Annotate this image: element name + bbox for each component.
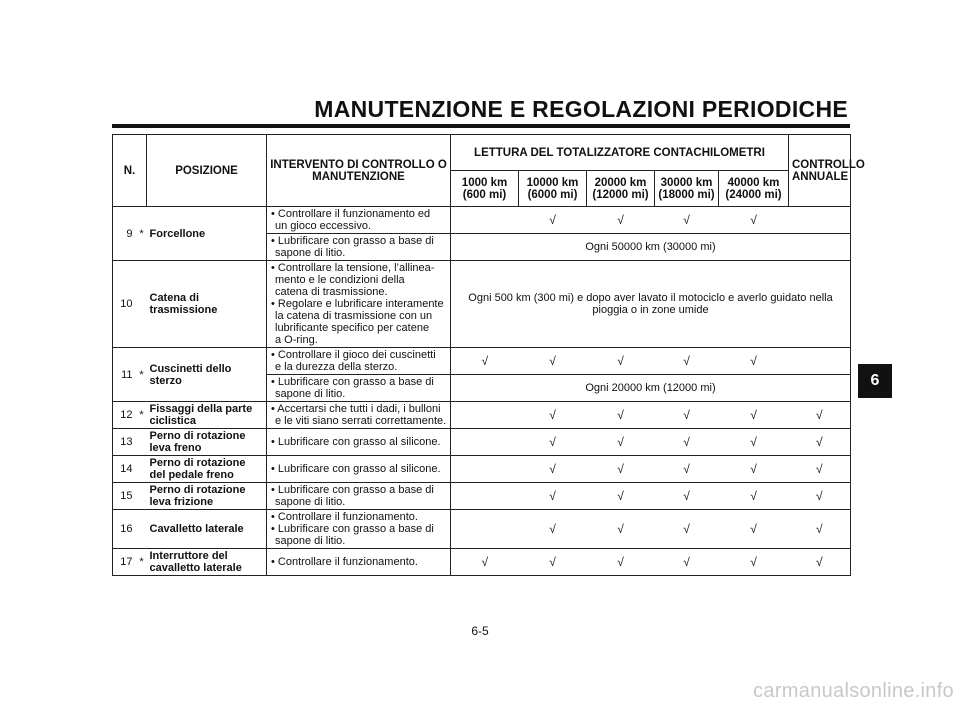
action-line: e la durezza della sterzo. — [275, 361, 398, 373]
table-row — [113, 456, 851, 483]
action-line: • Regolare e lubrificare interamente — [271, 298, 444, 310]
header-interval — [451, 171, 519, 207]
item-position: Interruttore del cavalletto laterale — [147, 549, 267, 576]
item-number: 9 — [113, 207, 137, 261]
interval-km: 10000 km — [526, 176, 579, 189]
action-line: sapone di litio. — [275, 388, 346, 400]
check-cell: √ — [519, 456, 587, 483]
check-cell: √ — [789, 510, 851, 549]
header-annual — [789, 135, 865, 207]
item-number: 10 — [113, 261, 137, 348]
action-line: • Lubrificare con grasso a base di — [271, 523, 434, 535]
interval-km: 20000 km — [594, 176, 647, 189]
item-number: 11 — [113, 348, 137, 402]
check-cell: √ — [519, 207, 587, 234]
header-annual-line2: ANNUALE — [792, 170, 849, 183]
action-line: • Lubrificare con grasso al silicone. — [271, 463, 441, 475]
action-line: sapone di litio. — [275, 496, 346, 508]
check-cell: √ — [789, 429, 851, 456]
action-line: un gioco eccessivo. — [275, 220, 371, 232]
maintenance-table — [112, 134, 865, 576]
action-line: lubrificante specifico per catene — [275, 322, 430, 334]
action-line: • Controllare la tensione, l’allinea- — [271, 262, 435, 274]
check-cell: √ — [655, 510, 719, 549]
item-action — [267, 483, 451, 510]
action-line: • Lubrificare con grasso a base di — [271, 376, 434, 388]
action-line: sapone di litio. — [275, 247, 346, 259]
interval-mi: (600 mi) — [462, 188, 507, 201]
check-cell: √ — [789, 483, 851, 510]
action-line: mento e le condizioni della — [275, 274, 405, 286]
item-position: Forcellone — [147, 207, 267, 261]
item-number: 17 — [113, 549, 137, 576]
item-action — [267, 261, 451, 348]
item-star — [137, 429, 147, 456]
action-line: • Lubrificare con grasso al silicone. — [271, 436, 441, 448]
interval-km: 30000 km — [660, 176, 713, 189]
check-cell: √ — [719, 549, 789, 576]
check-cell: √ — [789, 456, 851, 483]
item-number: 13 — [113, 429, 137, 456]
item-position: Catena di trasmissione — [147, 261, 267, 348]
check-cell — [451, 456, 519, 483]
check-cell: √ — [587, 483, 655, 510]
check-cell: √ — [655, 207, 719, 234]
check-cell: √ — [719, 207, 789, 234]
item-number: 16 — [113, 510, 137, 549]
check-cell: √ — [519, 483, 587, 510]
check-cell: √ — [719, 402, 789, 429]
interval-mi: (12000 mi) — [592, 188, 649, 201]
item-star — [137, 456, 147, 483]
check-cell: √ — [587, 549, 655, 576]
check-cell — [451, 483, 519, 510]
table-row — [113, 402, 851, 429]
item-action — [267, 549, 451, 576]
table-row — [113, 348, 851, 375]
action-line: • Controllare il funzionamento ed — [271, 208, 431, 220]
page-number: 6-5 — [471, 624, 489, 638]
header-annual-line1: CONTROLLO — [792, 158, 865, 171]
table-row — [113, 429, 851, 456]
item-position: Perno di rotazione leva freno — [147, 429, 267, 456]
page-title: MANUTENZIONE E REGOLAZIONI PERIODICHE — [314, 96, 848, 122]
action-line: catena di trasmissione. — [275, 286, 388, 298]
check-cell: √ — [719, 483, 789, 510]
title-rule — [112, 124, 850, 128]
check-cell: √ — [655, 429, 719, 456]
header-interval — [719, 171, 789, 207]
item-number: 14 — [113, 456, 137, 483]
table-row — [113, 549, 851, 576]
interval-note: Ogni 50000 km (30000 mi) — [451, 234, 851, 261]
check-cell: √ — [655, 549, 719, 576]
item-action — [267, 429, 451, 456]
action-line: la catena di trasmissione con un — [275, 310, 433, 322]
check-cell: √ — [719, 510, 789, 549]
check-cell — [789, 207, 851, 234]
item-star — [137, 510, 147, 549]
header-interval — [587, 171, 655, 207]
item-position: Cavalletto laterale — [147, 510, 267, 549]
check-cell: √ — [587, 402, 655, 429]
action-line: • Controllare il funzionamento. — [271, 511, 418, 523]
check-cell: √ — [587, 510, 655, 549]
table-row — [113, 510, 851, 549]
item-action — [267, 402, 451, 429]
check-cell: √ — [519, 429, 587, 456]
watermark: carmanualsonline.info — [753, 680, 954, 702]
interval-mi: (24000 mi) — [725, 188, 782, 201]
check-cell: √ — [655, 348, 719, 375]
check-cell: √ — [519, 549, 587, 576]
item-star: * — [137, 549, 147, 576]
check-cell: √ — [719, 456, 789, 483]
item-star: * — [137, 207, 147, 261]
check-cell: √ — [719, 429, 789, 456]
item-action — [267, 207, 451, 234]
item-position: Perno di rotazione leva frizione — [147, 483, 267, 510]
check-cell: √ — [719, 348, 789, 375]
check-cell — [451, 402, 519, 429]
check-cell — [451, 510, 519, 549]
action-line: a O-ring. — [275, 334, 318, 346]
action-line: • Accertarsi che tutti i dadi, i bulloni — [271, 403, 441, 415]
action-line: • Lubrificare con grasso a base di — [271, 235, 434, 247]
action-line: • Controllare il funzionamento. — [271, 556, 418, 568]
header-interval — [655, 171, 719, 207]
check-cell: √ — [519, 402, 587, 429]
item-action — [267, 234, 451, 261]
item-action — [267, 510, 451, 549]
item-position: Cuscinetti dello sterzo — [147, 348, 267, 402]
check-cell: √ — [519, 510, 587, 549]
item-number: 15 — [113, 483, 137, 510]
check-cell: √ — [587, 456, 655, 483]
check-cell: √ — [789, 549, 851, 576]
interval-mi: (6000 mi) — [527, 188, 578, 201]
check-cell: √ — [655, 456, 719, 483]
interval-note: Ogni 20000 km (12000 mi) — [451, 375, 851, 402]
interval-km: 40000 km — [727, 176, 780, 189]
check-cell — [789, 348, 851, 375]
check-cell: √ — [587, 348, 655, 375]
item-action — [267, 348, 451, 375]
item-action — [267, 456, 451, 483]
header-position: POSIZIONE — [147, 135, 267, 207]
header-action: INTERVENTO DI CONTROLLO O MANUTENZIONE — [267, 135, 451, 207]
check-cell: √ — [789, 402, 851, 429]
action-line: • Lubrificare con grasso a base di — [271, 484, 434, 496]
action-line: e le viti siano serrati correttamente. — [275, 415, 447, 427]
check-cell: √ — [655, 483, 719, 510]
table-row — [113, 261, 851, 348]
action-line: sapone di litio. — [275, 535, 346, 547]
interval-km: 1000 km — [461, 176, 508, 189]
check-cell: √ — [587, 207, 655, 234]
header-interval — [519, 171, 587, 207]
check-cell — [451, 429, 519, 456]
item-number: 12 — [113, 402, 137, 429]
item-star — [137, 261, 147, 348]
item-position: Fissaggi della parte ciclistica — [147, 402, 267, 429]
header-odometer: LETTURA DEL TOTALIZZATORE CONTACHILOMETRI — [451, 135, 789, 171]
check-cell: √ — [451, 348, 519, 375]
item-star: * — [137, 402, 147, 429]
action-line: • Controllare il gioco dei cuscinetti — [271, 349, 436, 361]
table-row — [113, 483, 851, 510]
interval-note: Ogni 500 km (300 mi) e dopo aver lavato il motociclo e averlo guidato nella pioggia o in zone umide — [451, 261, 851, 348]
item-position: Perno di rotazione del pedale freno — [147, 456, 267, 483]
item-action — [267, 375, 451, 402]
header-number: N. — [113, 135, 147, 207]
check-cell: √ — [587, 429, 655, 456]
table-row — [113, 207, 851, 234]
check-cell — [451, 207, 519, 234]
interval-mi: (18000 mi) — [658, 188, 715, 201]
check-cell: √ — [519, 348, 587, 375]
check-cell: √ — [451, 549, 519, 576]
item-star: * — [137, 348, 147, 402]
section-tab: 6 — [858, 364, 892, 398]
check-cell: √ — [655, 402, 719, 429]
item-star — [137, 483, 147, 510]
